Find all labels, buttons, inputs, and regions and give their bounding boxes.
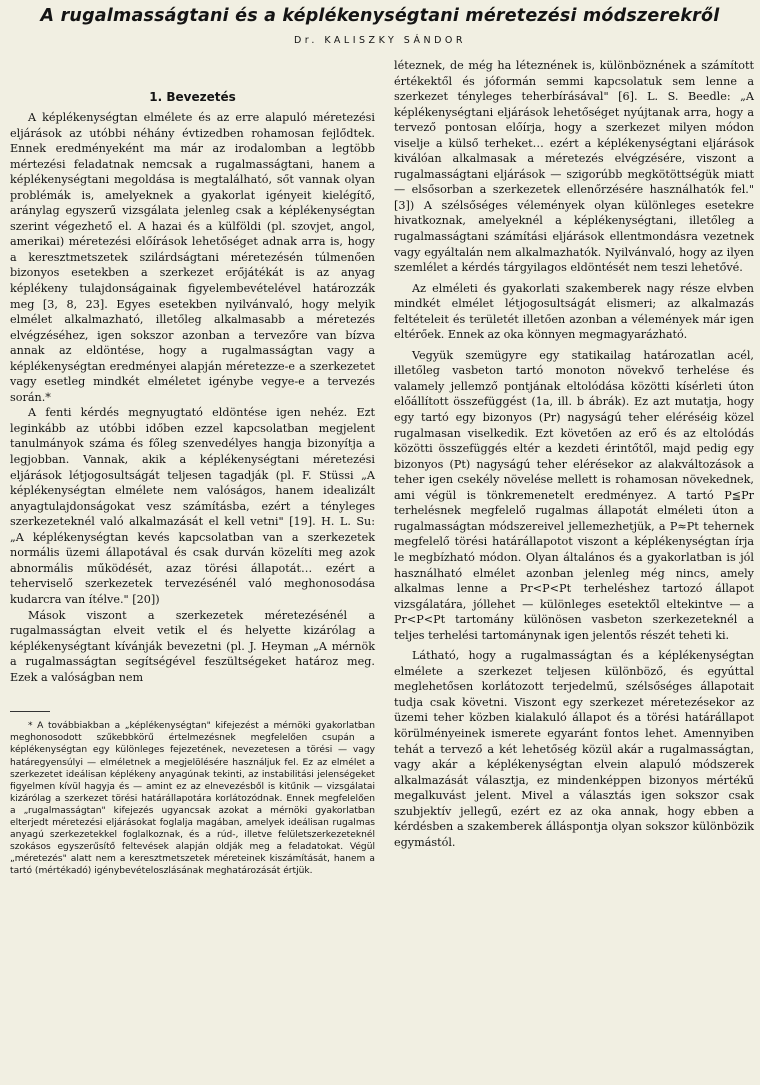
left-column (10, 58, 375, 877)
section-heading: 1. Bevezetés (149, 90, 236, 104)
footnote-divider (10, 711, 50, 712)
body-paragraph: A fenti kérdés megnyugtató eldöntése igen nehéz. Ezt leginkább az utóbbi időben ezzel kapcsolatban megjelent tanulmányok száma és főleg szenvedélyes hangja bizonyítja a legjobban. Vannak, akik a képlékenységtani méretezési eljárások létjogosultságát teljesen tagadják (pl. F. Stüssi „A képlékenységtan elmélete nem valóságos, hanem idealizált anyagtulajdonságokat vesz számításba, ezért a tényleges szerkezeteknél való alkalmazását el kell vetni" [19]. H. L. Su: „A képlékenységtan kevés kapcsolatban van a szerkezetek normális üzemi állapotával és csak durván közelíti meg azok abnormális működését, azaz törési állapotát… ezért a teherviselő szerkezetek tervezésénél való meghonosodása kudarcra van ítélve." [20]) (10, 406, 375, 606)
footnote: * A továbbiakban a „képlékenységtan" kifejezést a mérnöki gyakorlatban meghonosodott szűkebbkörű értelmezésnek megfelelően csupán a képlékenységtan egy különleges fejezetének, nevezetesen a törési — vagy határegyensúlyi — elméletnek a megjelölésére használjuk fel. Ez az elmélet a szerkezetet ideálisan képlékeny anyagúnak tekinti, az instabilitási jelenségeket figyelmen kívül hagyja és — amint ez az elnevezésből is kitűnik — vizsgálatai kizárólag a szerkezet törési határállapotára korlátozódnak. Ennek megfelelően a „rugalmasságtan" kifejezés ugyancsak azokat a mérnöki gyakorlatban elterjedt méretezési eljárásokat foglalja magában, amelyek ideálisan rugalmas anyagú szerkezetekkel foglalkoznak, és a rúd-, illetve felületszerkezeteknél szokásos egyszerűsítő feltevések alapján oldják meg a feladatokat. Végül „méretezés" alatt nem a keresztmetszetek méreteinek kiszámítását, hanem a tartó (mértékadó) igénybevételoszlásának meghatározását értjük. (10, 721, 375, 877)
body-paragraph: Látható, hogy a rugalmasságtan és a képlékenységtan elmélete a szerkezet teljesen különböző, és egyúttal meglehetősen korlátozott terjedelmű, szélsőséges állapotait tudja csak követni. Viszont egy szerkezet méretezésekor az üzemi teher közben kialakuló állapot és a törési határállapot körülményeinek ismerete egyaránt fontos lehet. Amennyiben tehát a tervező a két lehetőség közül akár a rugalmasságtan, vagy akár a képlékenységtan elvein alapuló módszerek alkalmazását választja, ez mindenképpen bizonyos mértékű megalkuvást jelent. Mivel a választás igen sokszor csak szubjektív jellegű, ezért ez az oka annak, hogy ebben a kérdésben a szakemberek álláspontja olyan sokszor különbözik egymástól. (394, 649, 754, 849)
article-author: Dr. KALISZKY SÁNDOR (293, 35, 466, 46)
body-paragraph: léteznek, de még ha léteznének is, különböznének a számított értékektől és jóformán semmi kapcsolatuk sem lenne a szerkezet tényleges teherbírásával" [6]. L. S. Beedle: „A képlékenységtani eljárások lehetőséget nyújtanak arra, hogy a tervező pontosan előírja, hogy a szerkezet milyen módon viselje a külső terheket… ezért a képlékenységtani eljárások kiválóan alkalmasak a méretezés elvégzésére, viszont a rugalmasságtani eljárások — szigorúbb megkötöttségük miatt — elsősorban a szerkezetek ellenőrzésére használhatók fel." [3]) A szélsőséges vélemények olyan különleges esetekre hivatkoznak, amelyeknél a képlékenységtani, illetőleg a rugalmasságtani számítási eljárások ellentmondásra vezetnek vagy egyáltalán nem alkalmazhatók. Nyilvánvaló, hogy az ilyen szemlélet a kérdés tárgyilagos eldöntését nem teszi lehetővé. (394, 59, 754, 275)
body-paragraph: Mások viszont a szerkezetek méretezésénél a rugalmasságtan elveit vetik el és helyette kizárólag a képlékenységtant kívánják bevezetni (pl. J. Heyman „A mérnök a rugalmasságtan segítségével feszültségeket határoz meg. Ezek a valóságban nem (10, 608, 375, 684)
body-paragraph: A képlékenységtan elmélete és az erre alapuló méretezési eljárások az utóbbi néhány évtizedben rohamosan fejlődtek. Ennek eredményeként ma már az irodalomban a legtöbb mértezési feladatnak nemcsak a rugalmasságtani, hanem a képlékenységtani megoldása is megtalálható, sőt vannak olyan problémák is, amelyeknek a gyakorlat igényeit kielégítő, aránylag egyszerű vizsgálata jelenleg csak a képlékenységtan szerint végezhető el. A hazai és a külföldi (pl. szovjet, angol, amerikai) méretezési előírások lehetőséget adnak arra is, hogy a keresztmetszetek szilárdságtani méretezésén túlmenően bizonyos esetekben a szerkezet erőjátékát is az anyag képlékeny tulajdonságainak figyelembevételével határozzák meg [3, 8, 23]. Egyes esetekben nyilvánvaló, hogy melyik elmélet alkalmazható, illetőleg alkalmasabb a méretezés elvégzéséhez, igen sokszor azonban a tervezőre van bízva annak az eldöntése, hogy a rugalmasságtan vagy a képlékenységtan eredményei alapján méretezze-e a szerkezetet vagy esetleg mindkét elméletet igénybe vegye-e a tervezés során.* (10, 111, 375, 404)
article-title: A rugalmasságtani és a képlékenységtani méretezési módszerekről (40, 6, 720, 26)
body-paragraph: Vegyük szemügyre egy statikailag határozatlan acél, illetőleg vasbeton tartó monoton növekvő terhelése és valamely jellemző pontjának eltolódása közötti kísérleti úton előállított összefüggést (1a, ill. b ábrák). Ez azt mutatja, hogy egy tartó egy bizonyos (Pr) nagyságú teher eléréséig közel rugalmasan viselkedik. Ezt követően az erő és az eltolódás közötti összefüggés eltér a kezdeti érintőtől, majd pedig egy bizonyos (Pt) nagyságú teher elérésekor az alakváltozások a teher igen csekély növelése mellett is rohamosan növekednek, ami végül is tönkremenetelt eredményez. A tartó P≦Pr terhelésnek megfelelő rugalmas állapotát elméleti úton a rugalmasságtan módszereivel jellemezhetjük, a P≈Pt tehernek megfelelő törési határállapotot viszont a képlékenységtan írja le megbízható módon. Olyan általános és a gyakorlatban is jól használható elmélet azonban jelenleg még nincs, amely alkalmas lenne a Pr<P<Pt terheléshez tartozó állapot vizsgálatára, jóllehet — különleges esetektől eltekintve — a Pr<P<Pt tartomány különösen vasbeton szerkezeteknél a teljes terhelési tartománynak igen jelentős részét teheti ki. (394, 348, 754, 642)
body-paragraph: Az elméleti és gyakorlati szakemberek nagy része elvben mindkét elmélet létjogosultságát elismeri; az alkalmazás feltételeit és területét illetően azonban a vélemények már igen eltérőek. Ennek az oka könnyen megmagyarázható. (394, 281, 754, 342)
right-column (394, 58, 754, 850)
